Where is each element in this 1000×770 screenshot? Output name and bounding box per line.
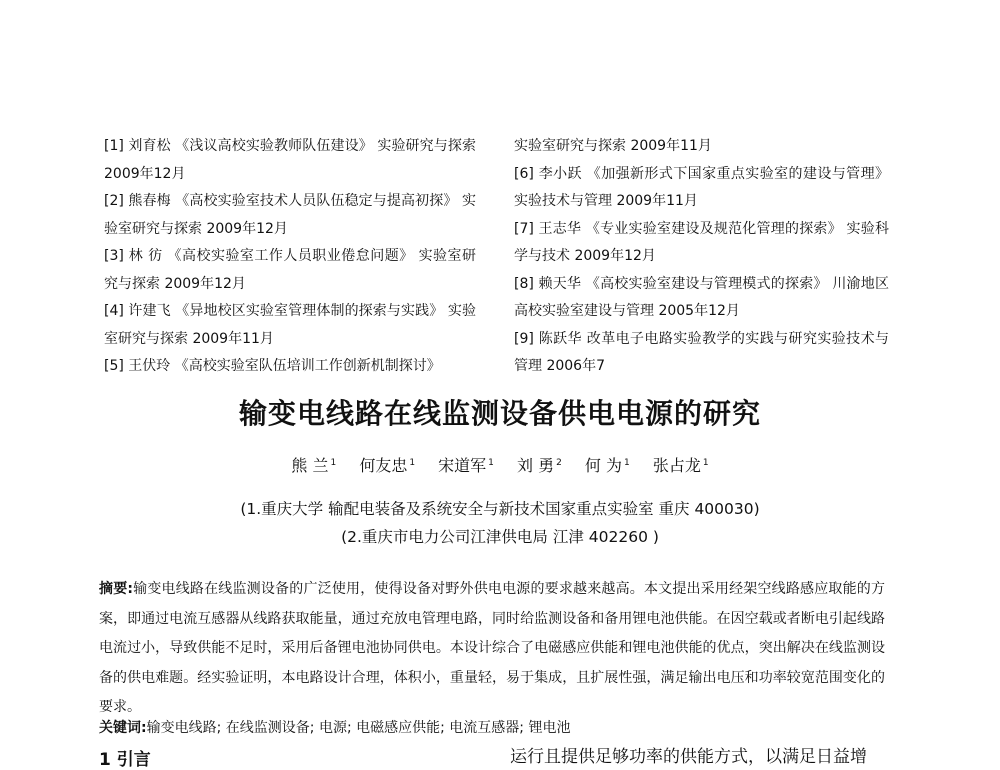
author-affiliation-mark: 2 (556, 457, 562, 468)
abstract (99, 575, 885, 723)
paper-title: 输变电线路在线监测设备供电电源的研究 (238, 397, 761, 430)
affiliation-2: (2.重庆市电力公司江津供电局 江津 402260 ) (341, 528, 659, 546)
body-text-right-column: 运行且提供足够功率的供能方式，以满足日益增 (510, 747, 867, 767)
author-affiliation-mark: 1 (488, 457, 494, 468)
author-list (0, 453, 1000, 476)
author (585, 456, 630, 475)
author-affiliation-mark: 1 (702, 457, 709, 468)
references-right-column (514, 133, 889, 381)
reference-item: [2] 熊春梅 《高校实验室技术人员队伍稳定与提高初探》 实验室研究与探索 2009年12月 (104, 193, 476, 237)
reference-item: 实验室研究与探索 2009年11月 (514, 138, 712, 154)
author-name: 何友忠 (359, 456, 408, 475)
author (291, 456, 336, 475)
reference-item: [1] 刘育松 《浅议高校实验教师队伍建设》 实验研究与探索 2009年12月 (104, 138, 476, 182)
reference-item: [8] 赖天华 《高校实验室建设与管理模式的探索》 川渝地区高校实验室建设与管理 2005年12月 (514, 275, 889, 319)
abstract-label: 摘要: (99, 581, 133, 597)
abstract-text: 输变电线路在线监测设备的广泛使用，使得设备对野外供电电源的要求越来越高。本文提出采用经架空线路感应取能的方案，即通过电流互感器从线路获取能量，通过充放电管理电路，同时给监测设备和备用锂电池供能。在因空载或者断电引起线路电流过小，导致供能不足时，采用后备锂电池协同供电。本设计综合了电磁感应供能和锂电池供能的优点，突出解决在线监测设备的供电难题。经实验证明，本电路设计合理，体积小，重量轻，易于集成，且扩展性强，满足输出电压和功率较宽范围变化的要求。 (99, 581, 885, 715)
author-affiliation-mark: 1 (330, 457, 337, 468)
author-affiliation-mark: 1 (409, 457, 416, 468)
author-name: 何 为 (584, 456, 623, 475)
keywords (99, 717, 885, 737)
reference-item: [9] 陈跃华 改革电子电路实验教学的实践与研究实验技术与管理 2006年7 (514, 330, 889, 374)
reference-item: [4] 许建飞 《异地校区实验室管理体制的探索与实践》 实验室研究与探索 2009年11月 (104, 303, 476, 347)
reference-item: [6] 李小跃 《加强新形式下国家重点实验室的建设与管理》 实验技术与管理 2009年11月 (514, 165, 889, 209)
author (359, 456, 415, 475)
reference-item: [5] 王伏玲 《高校实验室队伍培训工作创新机制探讨》 (104, 358, 441, 374)
keywords-label: 关键词: (99, 720, 147, 736)
author-name: 熊 兰 (291, 456, 329, 475)
references-left-column (104, 133, 476, 381)
keywords-text: 输变电线路; 在线监测设备; 电源; 电磁感应供能; 电流互感器; 锂电池 (146, 720, 571, 736)
author (653, 456, 709, 475)
author-affiliation-mark: 1 (624, 457, 630, 468)
author-name: 宋道军 (438, 456, 487, 475)
reference-item: [7] 王志华 《专业实验室建设及规范化管理的探索》 实验科学与技术 2009年12月 (514, 220, 889, 264)
author-name: 刘 勇 (517, 456, 555, 475)
reference-item: [3] 林 彷 《高校实验室工作人员职业倦怠问题》 实验室研究与探索 2009年12月 (104, 248, 476, 292)
section-heading: 1 引言 (99, 750, 151, 770)
author (517, 456, 562, 475)
author (438, 456, 494, 475)
author-name: 张占龙 (652, 456, 701, 475)
affiliation-1: (1.重庆大学 输配电装备及系统安全与新技术国家重点实验室 重庆 400030) (240, 500, 760, 518)
